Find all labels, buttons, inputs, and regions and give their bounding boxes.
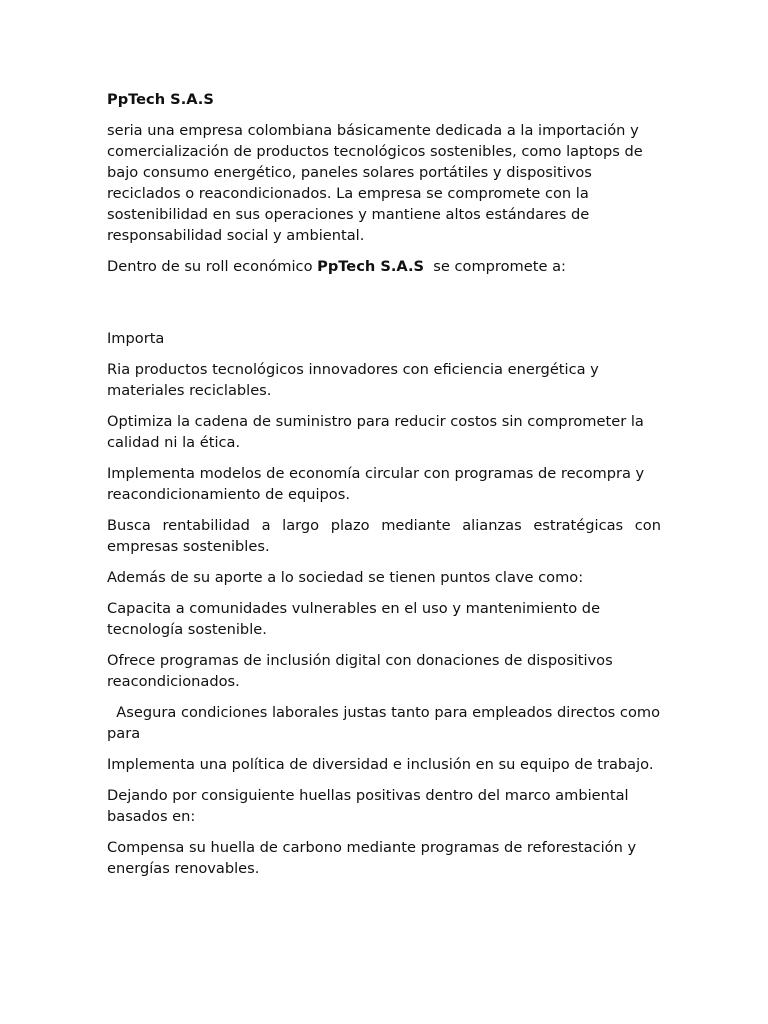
document-page	[107, 89, 665, 889]
economic-role-prefix: Dentro de su roll económico	[107, 258, 318, 275]
paragraph-asegura: Asegura condiciones laborales justas tanto para empleados directos como para	[107, 704, 665, 742]
paragraph-compensa: Compensa su huella de carbono mediante programas de reforestación y energías renovables.	[107, 839, 637, 877]
intro-paragraph: seria una empresa colombiana básicamente dedicada a la importación y comercialización de productos tecnológicos sostenibles, como laptops de bajo consumo energético, paneles solares portátiles y dispositivos reciclados o reacondicionados. La empresa se compromete con la sostenibilidad en sus operaciones y mantiene altos estándares de responsabilidad social y ambiental.	[107, 122, 643, 244]
paragraph-capacita: Capacita a comunidades vulnerables en el uso y mantenimiento de tecnología sostenible.	[107, 600, 601, 638]
economic-role-paragraph	[107, 256, 661, 277]
paragraph-optimiza: Optimiza la cadena de suministro para reducir costos sin comprometer la calidad ni la ética.	[107, 413, 644, 451]
document-title: PpTech S.A.S	[107, 91, 214, 108]
paragraph-dejando: Dejando por consiguiente huellas positivas dentro del marco ambiental basados en:	[107, 787, 629, 825]
economic-role-company: PpTech S.A.S	[317, 258, 424, 275]
paragraph-implementa-circular: Implementa modelos de economía circular con programas de recompra y reacondicionamiento de equipos.	[107, 465, 645, 503]
paragraph-ademas: Además de su aporte a lo sociedad se tienen puntos clave como:	[107, 569, 584, 586]
paragraph-implementa-politica: Implementa una política de diversidad e inclusión en su equipo de trabajo.	[107, 756, 654, 773]
paragraph-importa: Importa	[107, 330, 165, 347]
paragraph-busca: Busca rentabilidad a largo plazo mediante alianzas estratégicas con empresas sostenibles.	[107, 517, 661, 555]
blank-line	[107, 287, 661, 328]
economic-role-suffix: se compromete a:	[424, 258, 566, 275]
paragraph-ria: Ria productos tecnológicos innovadores con eficiencia energética y materiales reciclables.	[107, 361, 599, 399]
paragraph-ofrece: Ofrece programas de inclusión digital con donaciones de dispositivos reacondicionados.	[107, 652, 613, 690]
